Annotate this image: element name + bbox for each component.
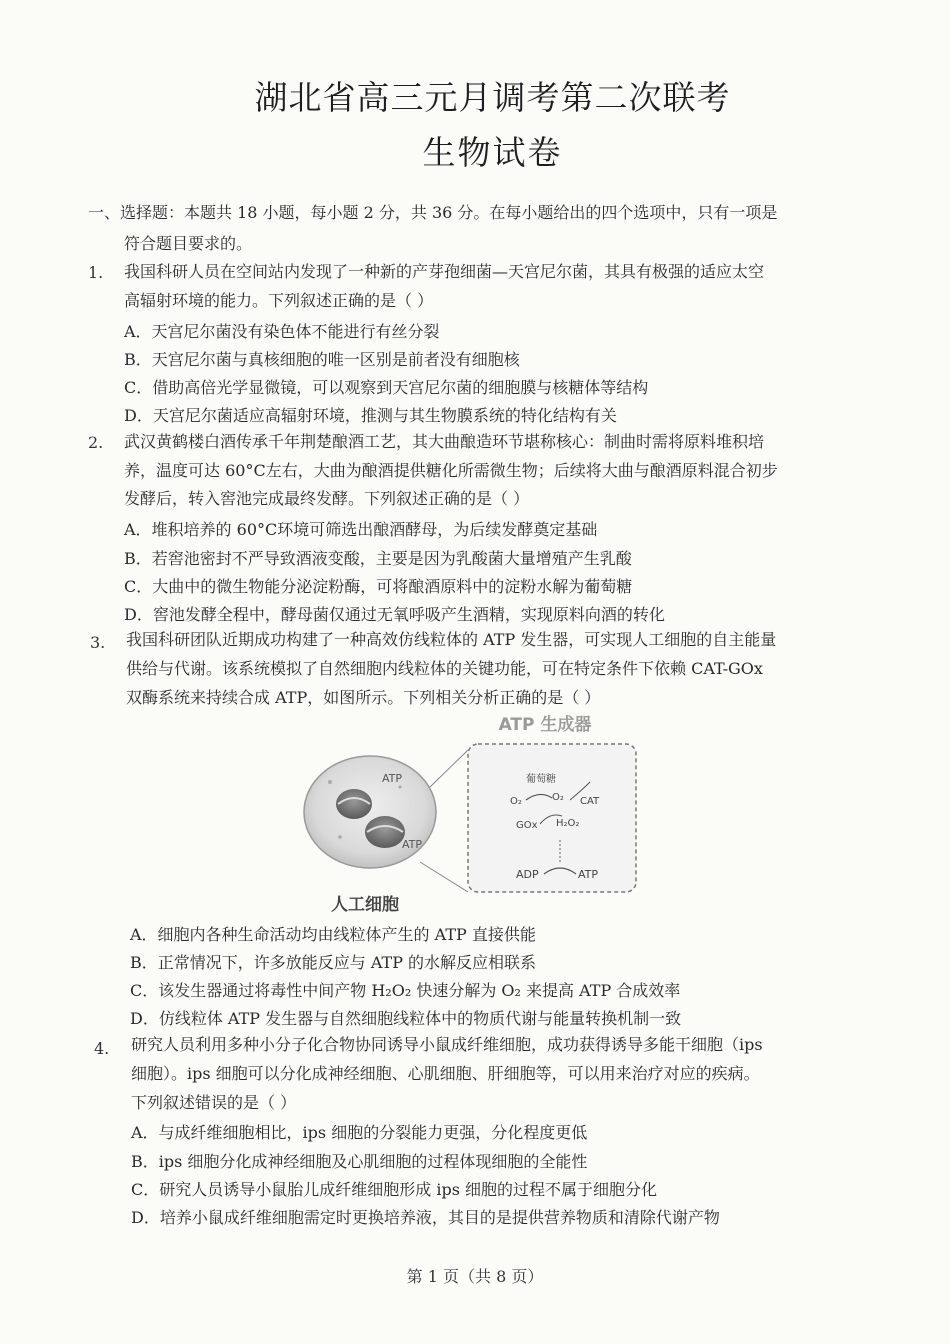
option-a: A．堆积培养的 60°C环境可筛选出酿酒酵母，为后续发酵奠定基础 <box>124 520 598 539</box>
gox-label: GOx <box>516 820 538 831</box>
figure-title: ATP 生成器 <box>498 715 592 735</box>
question-stem-line: 我国科研人员在空间站内发现了一种新的产芽孢细菌—天宫尼尔菌，其具有极强的适应太空 <box>124 262 765 281</box>
cat-label: CAT <box>580 796 600 807</box>
question-stem-line: 研究人员利用多种小分子化合物协同诱导小鼠成纤维细胞，成功获得诱导多能干细胞（ips <box>131 1035 763 1054</box>
option-c: C．研究人员诱导小鼠胎儿成纤维细胞形成 ips 细胞的过程不属于细胞分化 <box>131 1180 657 1199</box>
glucose-label: 葡萄糖 <box>526 774 556 785</box>
option-a: A．天宫尼尔菌没有染色体不能进行有丝分裂 <box>124 322 440 341</box>
question-number: 3. <box>90 633 106 652</box>
option-d: D．天宫尼尔菌适应高辐射环境，推测与其生物膜系统的特化结构有关 <box>124 406 617 425</box>
atp-label-3: ATP <box>578 868 599 881</box>
question-number: 2. <box>88 433 104 452</box>
mitochondrion <box>365 816 405 848</box>
exam-title: 湖北省高三元月调考第二次联考 <box>254 78 731 117</box>
option-b: B．ips 细胞分化成神经细胞及心肌细胞的过程体现细胞的全能性 <box>131 1152 588 1171</box>
question-stem-line: 细胞）。ips 细胞可以分化成神经细胞、心肌细胞、肝细胞等，可以用来治疗对应的疾病。 <box>131 1064 760 1083</box>
question-stem-line: 高辐射环境的能力。下列叙述正确的是（ ） <box>124 291 434 310</box>
option-c: C．大曲中的微生物能分泌淀粉酶，可将酿酒原料中的淀粉水解为葡萄糖 <box>124 577 633 596</box>
option-d: D．培养小鼠成纤维细胞需定时更换培养液，其目的是提供营养物质和清除代谢产物 <box>131 1208 720 1227</box>
question-stem-line: 养，温度可达 60°C左右，大曲为酿酒提供糖化所需微生物；后续将大曲与酿酒原料混合初步 <box>124 461 778 480</box>
option-b: B．若窖池密封不严导致酒液变酸，主要是因为乳酸菌大量增殖产生乳酸 <box>124 549 632 568</box>
option-a: A．细胞内各种生命活动均由线粒体产生的 ATP 直接供能 <box>130 925 536 944</box>
exam-subtitle: 生物试卷 <box>422 133 563 172</box>
option-a: A．与成纤维细胞相比，ips 细胞的分裂能力更强，分化程度更低 <box>131 1123 588 1142</box>
mitochondrion <box>336 789 372 819</box>
h2o2-label: H₂O₂ <box>556 818 580 829</box>
section-header-line2: 符合题目要求的。 <box>124 234 253 253</box>
question-stem-line: 我国科研团队近期成功构建了一种高效仿线粒体的 ATP 发生器，可实现人工细胞的自主能量 <box>126 630 777 649</box>
o2-right-label: O₂ <box>552 792 564 803</box>
o2-left-label: O₂ <box>510 796 522 807</box>
question-stem-line: 下列叙述错误的是（ ） <box>131 1093 297 1112</box>
option-c: C．借助高倍光学显微镜，可以观察到天宫尼尔菌的细胞膜与核糖体等结构 <box>124 378 649 397</box>
question-stem-line: 双酶系统来持续合成 ATP，如图所示。下列相关分析正确的是（ ） <box>126 688 601 707</box>
artificial-cell <box>304 756 436 868</box>
page-footer: 第 1 页（共 8 页） <box>406 1267 544 1286</box>
question-stem-line: 供给与代谢。该系统模拟了自然细胞内线粒体的关键功能，可在特定条件下依赖 CAT-GOx <box>126 659 763 678</box>
option-d: D．窖池发酵全程中，酵母菌仅通过无氧呼吸产生酒精，实现原料向酒的转化 <box>124 605 665 624</box>
question-number: 4. <box>94 1039 110 1058</box>
option-b: B．正常情况下，许多放能反应与 ATP 的水解反应相联系 <box>130 953 537 972</box>
option-b: B．天宫尼尔菌与真核细胞的唯一区别是前者没有细胞核 <box>124 350 520 369</box>
option-c: C．该发生器通过将毒性中间产物 H₂O₂ 快速分解为 O₂ 来提高 ATP 合成效率 <box>130 981 681 1000</box>
section-header-line1: 一、选择题：本题共 18 小题，每小题 2 分，共 36 分。在每小题给出的四个选项中，只有一项是 <box>88 203 778 222</box>
question-number: 1. <box>88 263 104 282</box>
atp-generator-figure <box>290 712 660 917</box>
option-d: D．仿线粒体 ATP 发生器与自然细胞线粒体中的物质代谢与能量转换机制一致 <box>130 1009 682 1028</box>
atp-label-1: ATP <box>382 772 403 785</box>
question-stem-line: 发酵后，转入窖池完成最终发酵。下列叙述正确的是（ ） <box>124 489 530 508</box>
question-stem-line: 武汉黄鹤楼白酒传承千年荆楚酿酒工艺，其大曲酿造环节堪称核心：制曲时需将原料堆积培 <box>124 432 765 451</box>
cell-caption: 人工细胞 <box>331 895 399 915</box>
adp-label: ADP <box>516 868 539 881</box>
atp-label-2: ATP <box>402 838 423 851</box>
